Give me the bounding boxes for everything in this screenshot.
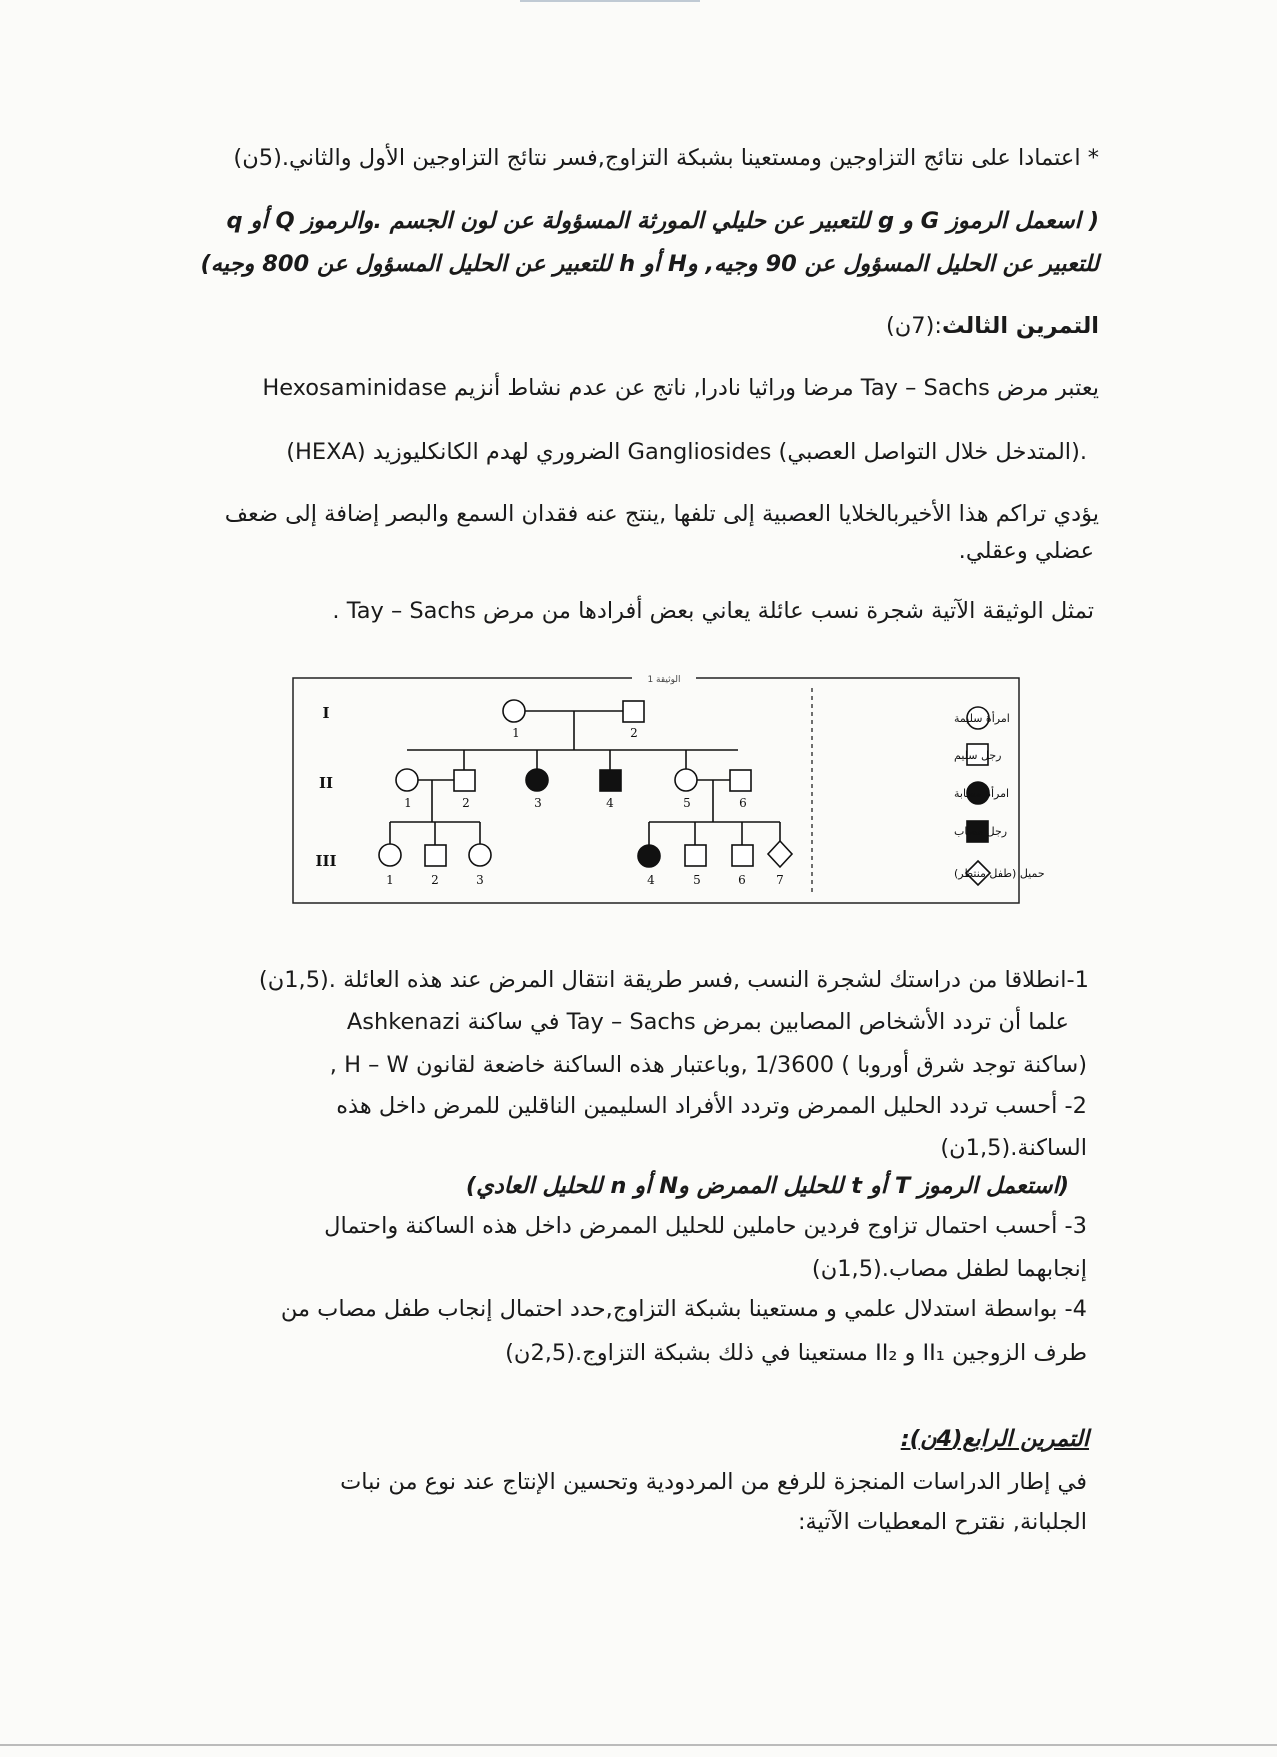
exercise3-p1: يعتبر مرض Tay – Sachs مرضا وراثيا نادرا, ناتج عن عدم نشاط أنزيم Hexosaminidase [262, 375, 1099, 401]
iii3-healthy-woman [469, 844, 491, 866]
svg-text:2: 2 [630, 726, 638, 740]
svg-text:3: 3 [476, 873, 484, 887]
question4-b: طرف الزوجين II₁ و II₂ مستعينا في ذلك بشبكة التزاوج.(2,5ن) [505, 1340, 1087, 1366]
iii1-healthy-woman [379, 844, 401, 866]
ii4-affected-man [600, 770, 621, 791]
legend-affected-woman: امرأة مصابة [954, 787, 1010, 800]
exercise4-p2: الجلبانة, نقترح المعطيات الآتية: [797, 1509, 1087, 1535]
svg-text:1: 1 [512, 726, 520, 740]
ii6-healthy-man [730, 770, 751, 791]
iii4-affected-woman [638, 845, 660, 867]
page-edge-bottom [0, 1744, 1277, 1746]
gen-label-ii: II [318, 774, 334, 792]
legend-healthy-woman: امرأة سليمة [954, 712, 1010, 725]
exercise3-title: التمرين الثالث [941, 313, 1099, 339]
svg-text:5: 5 [693, 873, 701, 887]
question4-a: 4- بواسطة استدلال علمي و مستعينا بشبكة التزاوج,حدد احتمال إنجاب طفل مصاب من [280, 1296, 1087, 1322]
question3-a: 3- أحسب احتمال تزاوج فردين حاملين للحليل الممرض داخل هذه الساكنة واحتمال [324, 1213, 1087, 1239]
exercise4-title: التمرين الرابع(4ن): [900, 1426, 1089, 1452]
question1-a: 1-انطلاقا من دراستك لشجرة النسب ,فسر طريقة انتقال المرض عند هذه العائلة .(1,5ن) [258, 967, 1089, 993]
pedigree-figure [292, 674, 1045, 906]
ii1-healthy-woman [396, 769, 418, 791]
intro-note2: للتعبير عن الحليل المسؤول عن 90 وجيه, وH أو h للتعبير عن الحليل المسؤول عن 800 وجيه) [200, 251, 1099, 277]
svg-text:2: 2 [431, 873, 439, 887]
exercise3-p5: تمثل الوثيقة الآتية شجرة نسب عائلة يعاني بعض أفرادها من مرض Tay – Sachs . [332, 598, 1094, 624]
svg-text:1: 1 [386, 873, 394, 887]
intro-note1: ( اسعمل الرموز G و g للتعبير عن حليلي المورثة المسؤولة عن لون الجسم .والرموز Q أو q [226, 208, 1099, 234]
svg-text:6: 6 [738, 873, 746, 887]
svg-text:6: 6 [739, 796, 747, 810]
exercise3-p3: يؤدي تراكم هذا الأخيربالخلايا العصبية إلى تلفها ,ينتج عنه فقدان السمع والبصر إضافة إلى ضعف [224, 501, 1099, 527]
question1-c: (ساكنة توجد شرق أوروبا ) 1/3600 ,وباعتبار هذه الساكنة خاضعة لقانون H – W , [329, 1052, 1087, 1078]
svg-text:5: 5 [683, 796, 691, 810]
exercise3-heading [886, 310, 1099, 342]
legend-affected-man: رجل مصاب [954, 825, 1008, 838]
i2-healthy-man [623, 701, 644, 722]
question1-b: علما أن تردد الأشخاص المصابين بمرض Tay – Sachs في ساكنة Ashkenazi [346, 1009, 1069, 1035]
svg-text:1: 1 [404, 796, 412, 810]
question2-a: 2- أحسب تردد الحليل الممرض وتردد الأفراد السليمين الناقلين للمرض داخل هذه [336, 1093, 1087, 1119]
iii6-healthy-man [732, 845, 753, 866]
question2-b: الساكنة.(1,5ن) [940, 1135, 1087, 1161]
exercise3-p2: (HEXA) الضروري لهدم الكانكليوزيد Gangliosides (المتدخل خلال التواصل العصبي). [286, 439, 1087, 465]
question3-b: إنجابهما لطفل مصاب.(1,5ن) [811, 1256, 1087, 1282]
svg-text:4: 4 [647, 873, 655, 887]
legend-healthy-man: رجل سليم [954, 749, 1002, 762]
legend-pregnancy: حميل (طفل منتظر) [954, 867, 1045, 880]
gen-label-i: I [322, 704, 330, 722]
svg-text:2: 2 [462, 796, 470, 810]
ii2-healthy-man [454, 770, 475, 791]
intro-line1: * اعتمادا على نتائج التزاوجين ومستعينا بشبكة التزاوج,فسر نتائج التزاوجين الأول والثاني.(5ن) [233, 145, 1099, 171]
ii5-healthy-woman [675, 769, 697, 791]
iii2-healthy-man [425, 845, 446, 866]
gen-label-iii: III [315, 852, 337, 870]
svg-text:4: 4 [606, 796, 614, 810]
i1-healthy-woman [503, 700, 525, 722]
question2-symbols-note: (استعمل الرموز T أو t للحليل الممرض وN أو n للحليل العادي) [465, 1173, 1069, 1199]
exercise3-p4: عضلي وعقلي. [958, 538, 1094, 564]
svg-text:7: 7 [776, 873, 784, 887]
page-edge-top [520, 0, 700, 2]
iii5-healthy-man [685, 845, 706, 866]
exercise3-points: :(7ن) [885, 313, 942, 339]
ii3-affected-woman [526, 769, 548, 791]
figure-doc-label: الوثيقة 1 [647, 675, 681, 685]
exercise4-p1: في إطار الدراسات المنجزة للرفع من المردودية وتحسين الإنتاج عند نوع من نبات [340, 1469, 1087, 1495]
svg-text:3: 3 [534, 796, 542, 810]
iii7-pregnancy [768, 841, 792, 867]
